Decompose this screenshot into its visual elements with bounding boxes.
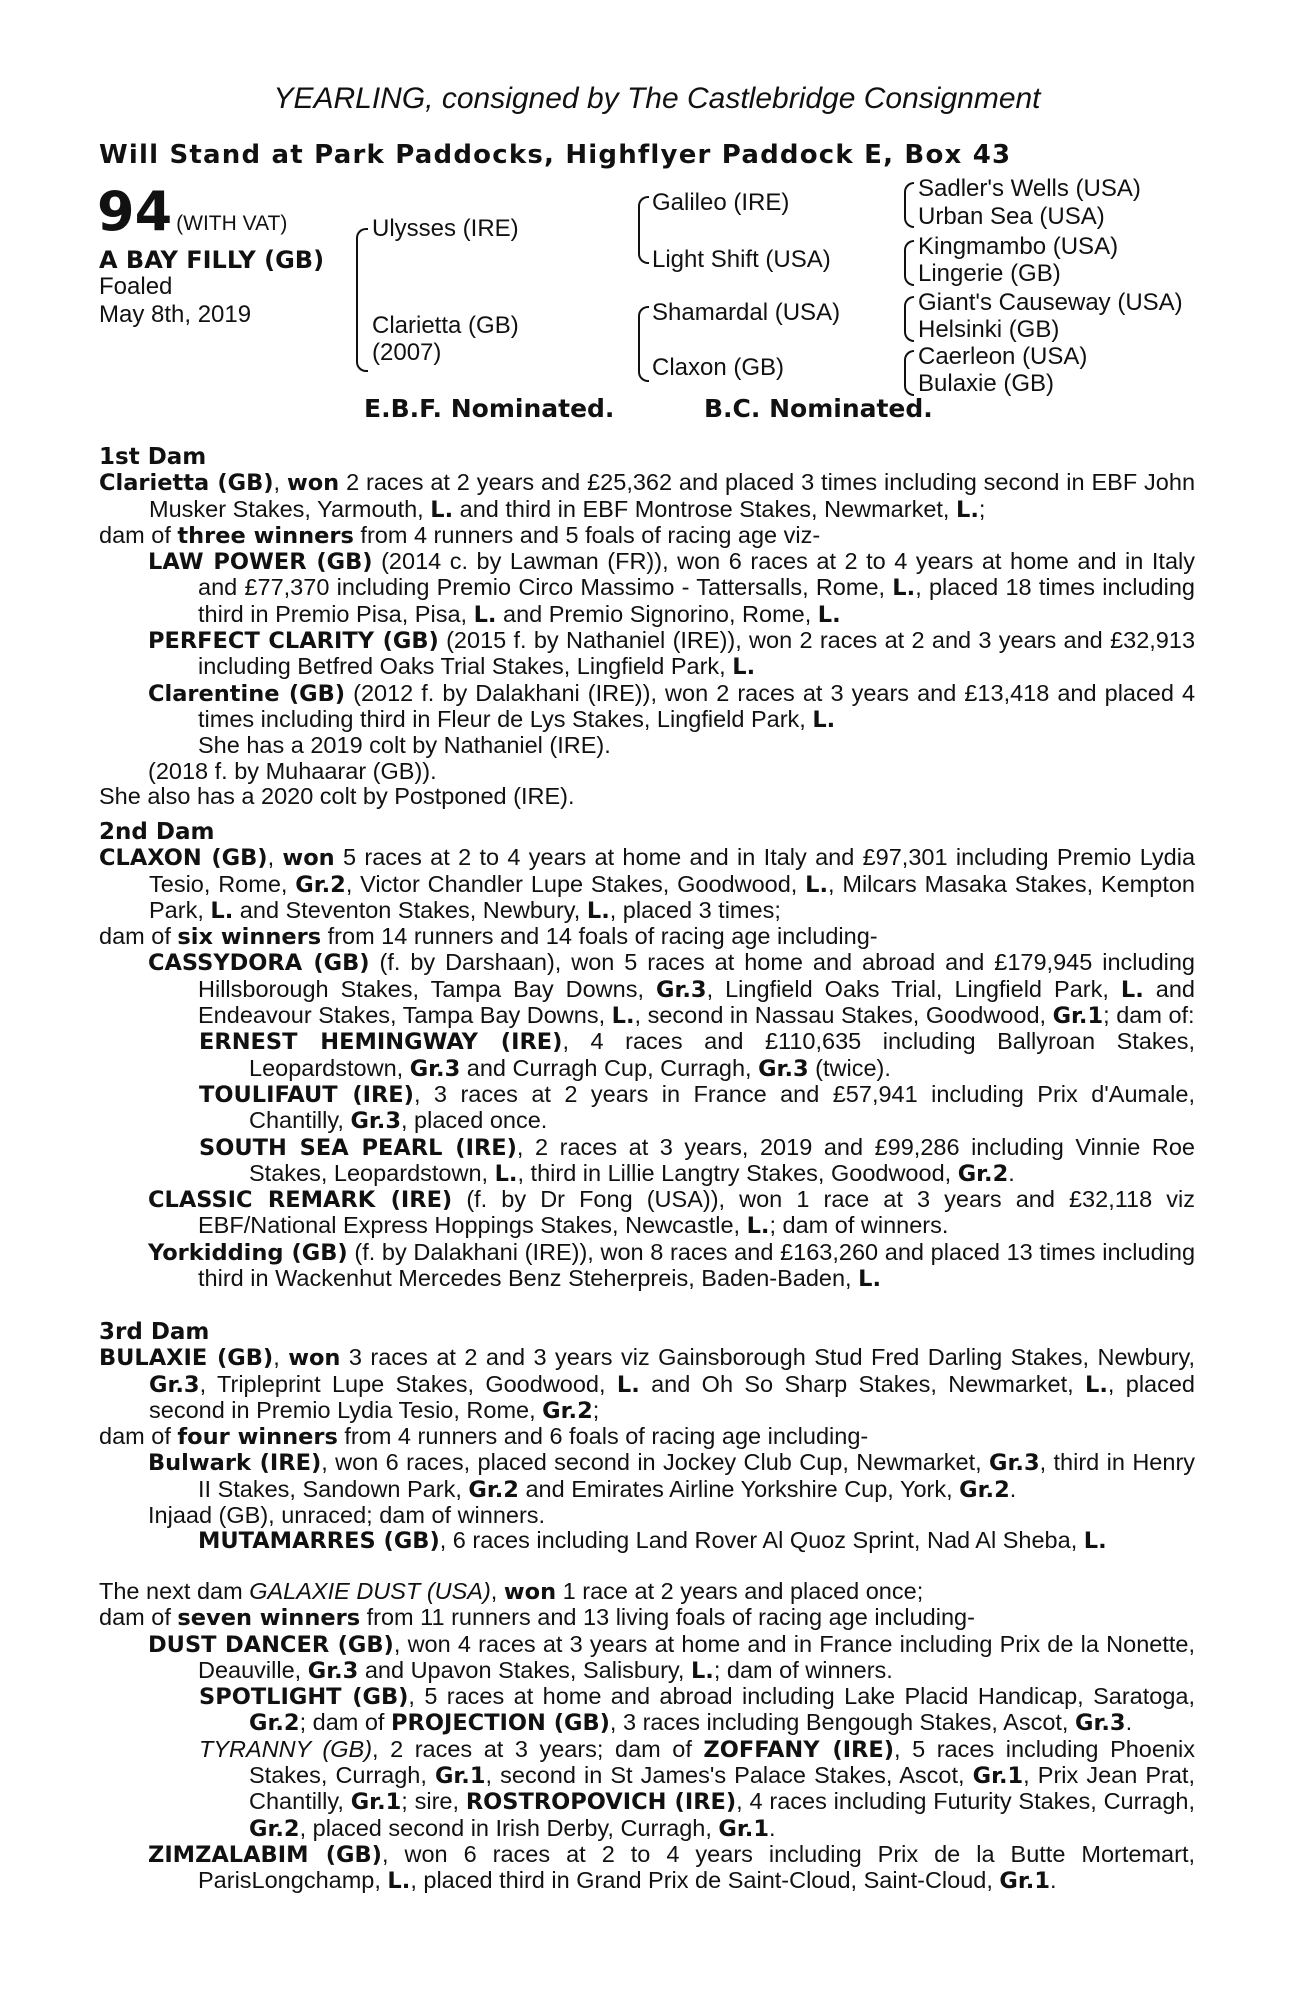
second-dam-section: [99, 820, 1195, 1292]
pedigree-dsd: Helsinki (GB): [918, 316, 1060, 343]
pedigree-sds: Kingmambo (USA): [918, 233, 1119, 260]
produce-classic-remark: CLASSIC REMARK (IRE) (f. by Dr Fong (USA)), won 1 race at 3 years and £32,118 viz EBF/National Express Hoppings Stakes, Newcastle, L.; dam of winners.: [148, 1186, 1195, 1240]
produce-bulwark: Bulwark (IRE), won 6 races, placed second in Jockey Club Cup, Newmarket, Gr.3, third in Henry II Stakes, Sandown Park, Gr.2 and Emirates Airline Yorkshire Cup, York, Gr.2.: [148, 1449, 1196, 1503]
foaled-date: May 8th, 2019: [99, 301, 252, 328]
page-heading: YEARLING, consigned by The Castlebridge Consignment: [273, 82, 1041, 115]
produce-summary: dam of three winners from 4 runners and 5 foals of racing age viz-: [99, 521, 821, 549]
foaled-label: Foaled: [99, 273, 173, 300]
produce-south-sea-pearl: SOUTH SEA PEARL (IRE), 2 races at 3 years, 2019 and £99,286 including Vinnie Roe Stakes, Leopardstown, L., third in Lillie Langtry Stakes, Goodwood, Gr.2.: [199, 1133, 1195, 1187]
produce-dust-dancer: DUST DANCER (GB), won 4 races at 3 years at home and in France including Prix de la Nonette, Deauville, Gr.3 and Upavon Stakes, Salisbury, L.; dam of winners.: [148, 1630, 1196, 1684]
brace-dam: [638, 306, 649, 382]
pedigree-dam-year: (2007): [372, 339, 442, 366]
produce-law-power: LAW POWER (GB) (2014 c. by Lawman (FR)), won 6 races at 2 to 4 years at home and in Italy and £77,370 including Premio Circo Massimo - Tattersalls, Rome, L., placed 18 times including third in Premio Pisa, Pisa, L. and Premio Signorino, Rome, L.: [148, 548, 1196, 628]
produce-zimzalabim: ZIMZALABIM (GB), won 6 races at 2 to 4 years including Prix de la Butte Mortemart, ParisLongchamp, L., placed third in Grand Prix de Saint-Cloud, Saint-Cloud, Gr.1.: [148, 1840, 1195, 1895]
lot-header: [97, 180, 287, 243]
pedigree-sire-sire: Galileo (IRE): [652, 189, 790, 216]
dam-record: Clarietta (GB), won 2 races at 2 years and £25,362 and placed 3 times including second in EBF John Musker Stakes, Yarmouth, L. and third in EBF Montrose Stakes, Newmarket, L.;: [99, 469, 1196, 523]
pedigree-ssd: Urban Sea (USA): [918, 203, 1105, 230]
vat-note: (WITH VAT): [176, 212, 288, 235]
stand-location: Will Stand at Park Paddocks, Highflyer Paddock E, Box 43: [99, 140, 1012, 170]
brace-dd: [904, 350, 914, 396]
produce-injaad: Injaad (GB), unraced; dam of winners.: [148, 1502, 546, 1529]
dam-record: BULAXIE (GB), won 3 races at 2 and 3 years viz Gainsborough Stud Fred Darling Stakes, Newbury, Gr.3, Tripleprint Lupe Stakes, Goodwood, L. and Oh So Sharp Stakes, Newmarket, L., placed second in Premio Lydia Tesio, Rome, Gr.2;: [99, 1344, 1196, 1424]
produce-note: She has a 2019 colt by Nathaniel (IRE).: [198, 732, 611, 759]
produce-clarentine: Clarentine (GB) (2012 f. by Dalakhani (IRE)), won 2 races at 3 years and £13,418 and placed 4 times including third in Fleur de Lys Stakes, Lingfield Park, L.: [148, 679, 1196, 733]
produce-summary: dam of seven winners from 11 runners and 13 living foals of racing age including-: [99, 1604, 975, 1632]
next-dam-section: [99, 1579, 1195, 1895]
lot-number: 94: [97, 180, 173, 243]
brace-gen1: [356, 228, 368, 372]
produce-mutamarres: MUTAMARRES (GB), 6 races including Land Rover Al Quoz Sprint, Nad Al Sheba, L.: [198, 1527, 1107, 1555]
section-title: 3rd Dam: [99, 1319, 210, 1345]
pedigree-sire: Ulysses (IRE): [372, 215, 519, 242]
pedigree-dds: Caerleon (USA): [918, 343, 1088, 370]
pedigree-dam: Clarietta (GB): [372, 312, 519, 339]
third-dam-section: [99, 1320, 1195, 1555]
brace-ss: [904, 182, 914, 228]
horse-name: A BAY FILLY (GB): [99, 246, 325, 274]
pedigree-dss: Giant's Causeway (USA): [918, 289, 1183, 316]
brace-ds: [904, 296, 914, 342]
pedigree-sdd: Lingerie (GB): [918, 260, 1061, 287]
produce-2020: She also has a 2020 colt by Postponed (IRE).: [99, 782, 575, 809]
next-dam-record: The next dam GALAXIE DUST (USA), won 1 race at 2 years and placed once;: [99, 1578, 924, 1605]
foaled-info: [99, 273, 251, 329]
pedigree-dam-sire: Shamardal (USA): [652, 299, 841, 326]
produce-spotlight: SPOTLIGHT (GB), 5 races at home and abroad including Lake Placid Handicap, Saratoga, Gr.2; dam of PROJECTION (GB), 3 races including Bengough Stakes, Ascot, Gr.3.: [199, 1683, 1196, 1737]
produce-cassydora: CASSYDORA (GB) (f. by Darshaan), won 5 races at home and abroad and £179,945 including Hillsborough Stakes, Tampa Bay Downs, Gr.3, Lingfield Oaks Trial, Lingfield Park, L. and Endeavour Stakes, Tampa Bay Downs, L., second in Nassau Stakes, Goodwood, Gr.1; dam of:: [148, 949, 1195, 1030]
section-title: 2nd Dam: [99, 819, 215, 845]
produce-perfect-clarity: PERFECT CLARITY (GB) (2015 f. by Nathaniel (IRE)), won 2 races at 2 and 3 years and £32,913 including Betfred Oaks Trial Stakes, Lingfield Park, L.: [148, 627, 1196, 681]
ebf-nominated: E.B.F. Nominated.: [364, 394, 615, 423]
pedigree-dam-dam: Claxon (GB): [652, 354, 785, 381]
produce-toulifaut: TOULIFAUT (IRE), 3 races at 2 years in France and £57,941 including Prix d'Aumale, Chantilly, Gr.3, placed once.: [199, 1080, 1195, 1135]
first-dam-section: [99, 445, 1195, 809]
dam-record: CLAXON (GB), won 5 races at 2 to 4 years at home and in Italy and £97,301 including Premio Lydia Tesio, Rome, Gr.2, Victor Chandler Lupe Stakes, Goodwood, L., Milcars Masaka Stakes, Kempton Park, L. and Steventon Stakes, Newbury, L., placed 3 times;: [99, 844, 1196, 924]
produce-2018: (2018 f. by Muhaarar (GB)).: [148, 757, 437, 784]
produce-yorkidding: Yorkidding (GB) (f. by Dalakhani (IRE)), won 8 races and £163,260 and placed 13 times including third in Wackenhut Mercedes Benz Steherpreis, Baden-Baden, L.: [148, 1238, 1196, 1293]
section-title: 1st Dam: [99, 444, 207, 470]
produce-summary: dam of four winners from 4 runners and 6 foals of racing age including-: [99, 1423, 869, 1451]
produce-summary: dam of six winners from 14 runners and 14 foals of racing age including-: [99, 923, 878, 951]
brace-sire: [638, 196, 649, 264]
pedigree-ddd: Bulaxie (GB): [918, 370, 1055, 397]
produce-ernest-hemingway: ERNEST HEMINGWAY (IRE), 4 races and £110,635 including Ballyroan Stakes, Leopardstown, Gr.3 and Curragh Cup, Curragh, Gr.3 (twice).: [199, 1028, 1195, 1082]
pedigree-sire-dam: Light Shift (USA): [652, 246, 831, 273]
brace-sd: [904, 240, 914, 286]
pedigree-sss: Sadler's Wells (USA): [918, 175, 1141, 202]
bc-nominated: B.C. Nominated.: [704, 394, 933, 423]
produce-tyranny: TYRANNY (GB), 2 races at 3 years; dam of ZOFFANY (IRE), 5 races including Phoenix Stakes, Curragh, Gr.1, second in St James's Palace Stakes, Ascot, Gr.1, Prix Jean Prat, Chantilly, Gr.1; sire, ROSTROPOVICH (IRE), 4 races including Futurity Stakes, Curragh, Gr.2, placed second in Irish Derby, Curragh, Gr.1.: [199, 1735, 1195, 1842]
